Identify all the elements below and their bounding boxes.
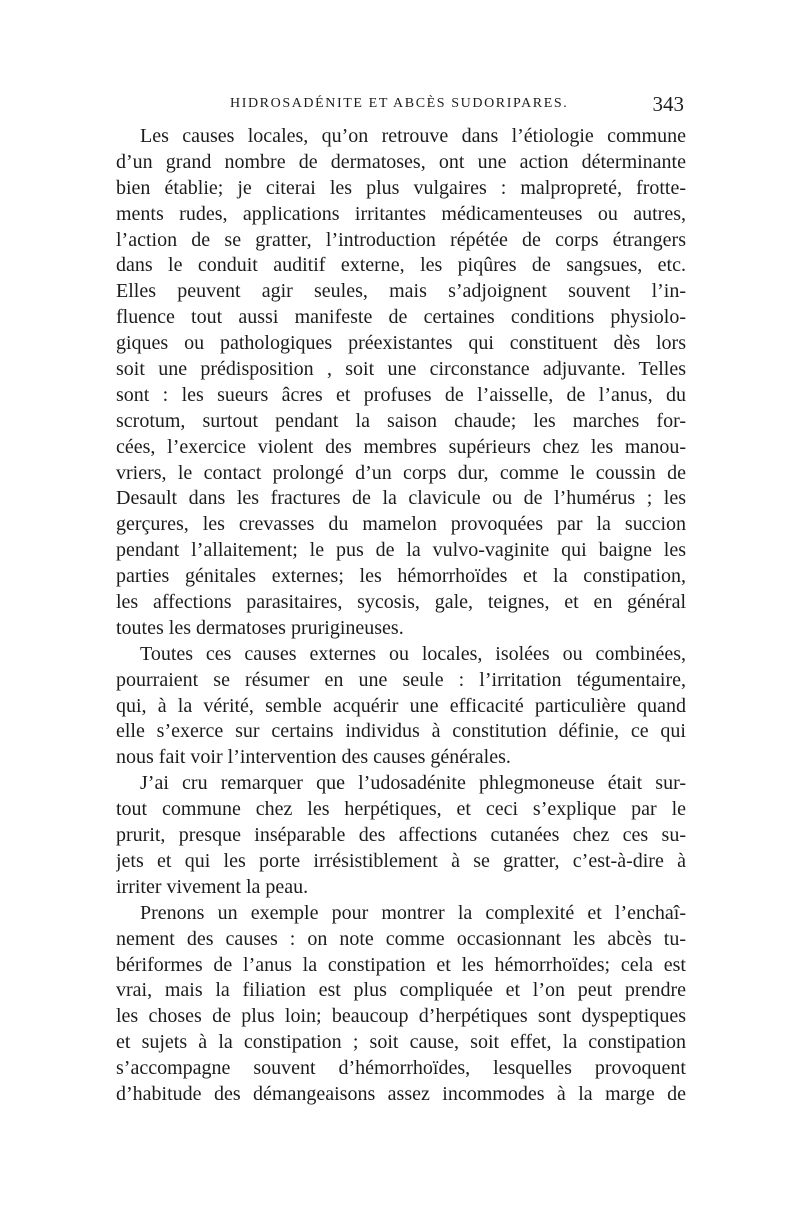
text-line: bien établie; je citerai les plus vulgaires : malpropreté, frotte- bbox=[116, 176, 686, 199]
paragraph-2 bbox=[116, 642, 686, 771]
text-line: irriter vivement la peau. bbox=[116, 875, 309, 898]
text-line: Les causes locales, qu’on retrouve dans l’étiologie commune bbox=[140, 125, 686, 147]
text-line: Prenons un exemple pour montrer la complexité et l’enchaî- bbox=[140, 901, 686, 924]
paragraph-3 bbox=[116, 771, 686, 900]
text-line: l’action de se gratter, l’introduction répétée de corps étrangers bbox=[116, 228, 686, 251]
text-line: parties génitales externes; les hémorrhoïdes et la constipation, bbox=[116, 565, 686, 588]
page-number: 343 bbox=[652, 92, 684, 116]
text-line: scrotum, surtout pendant la saison chaude; les marches for- bbox=[116, 409, 686, 432]
text-line: fluence tout aussi manifeste de certaines conditions physiolo- bbox=[116, 306, 686, 329]
paragraph-4 bbox=[116, 901, 686, 1108]
text-line: qui, à la vérité, semble acquérir une efficacité particulière quand bbox=[116, 694, 686, 717]
text-line: les affections parasitaires, sycosis, gale, teignes, et en général bbox=[116, 591, 686, 614]
text-line: toutes les dermatoses prurigineuses. bbox=[116, 616, 404, 639]
body-text bbox=[116, 124, 686, 1108]
text-line: tout commune chez les herpétiques, et ceci s’explique par le bbox=[116, 798, 686, 821]
text-line: elle s’exerce sur certains individus à constitution définie, ce qui bbox=[116, 720, 686, 743]
text-line: pourraient se résumer en une seule : l’irritation tégumentaire, bbox=[116, 668, 686, 691]
text-line: Toutes ces causes externes ou locales, isolées ou combinées, bbox=[140, 642, 686, 665]
text-line: Elles peuvent agir seules, mais s’adjoignent souvent l’in- bbox=[116, 280, 686, 303]
text-line: soit une prédisposition , soit une circonstance adjuvante. Telles bbox=[116, 358, 686, 381]
text-line: gerçures, les crevasses du mamelon provoquées par la succion bbox=[116, 513, 686, 536]
text-line: s’accompagne souvent d’hémorrhoïdes, lesquelles provoquent bbox=[116, 1057, 686, 1080]
text-line: jets et qui les porte irrésistiblement à se gratter, c’est-à-dire à bbox=[116, 849, 686, 872]
text-line: giques ou pathologiques préexistantes qui constituent dès lors bbox=[116, 332, 686, 355]
text-line: J’ai cru remarquer que l’udosadénite phlegmoneuse était sur- bbox=[140, 772, 686, 795]
text-line: nous fait voir l’intervention des causes générales. bbox=[116, 746, 511, 769]
text-line: sont : les sueurs âcres et profuses de l’aisselle, de l’anus, du bbox=[116, 383, 686, 406]
running-head bbox=[112, 92, 686, 122]
paragraph-1 bbox=[116, 124, 686, 642]
text-line: Desault dans les fractures de la clavicule ou de l’humérus ; les bbox=[116, 487, 686, 510]
text-line: cées, l’exercice violent des membres supérieurs chez les manou- bbox=[116, 435, 686, 458]
text-line: prurit, presque inséparable des affections cutanées chez ces su- bbox=[116, 824, 686, 847]
text-line: d’habitude des démangeaisons assez incommodes à la marge de bbox=[116, 1082, 686, 1105]
text-line: dans le conduit auditif externe, les piqûres de sangsues, etc. bbox=[116, 254, 686, 277]
text-line: pendant l’allaitement; le pus de la vulvo-vaginite qui baigne les bbox=[116, 539, 686, 562]
text-line: vrai, mais la filiation est plus compliquée et l’on peut prendre bbox=[116, 979, 686, 1002]
text-line: ments rudes, applications irritantes médicamenteuses ou autres, bbox=[116, 202, 686, 225]
text-line: bériformes de l’anus la constipation et les hémorrhoïdes; cela est bbox=[116, 953, 686, 976]
running-title: HIDROSADÉNITE ET ABCÈS SUDORIPARES. bbox=[230, 96, 569, 111]
text-line: et sujets à la constipation ; soit cause, soit effet, la constipation bbox=[116, 1031, 686, 1054]
text-line: les choses de plus loin; beaucoup d’herpétiques sont dyspeptiques bbox=[116, 1005, 686, 1028]
text-line: vriers, le contact prolongé d’un corps dur, comme le coussin de bbox=[116, 461, 686, 484]
text-line: d’un grand nombre de dermatoses, ont une action déterminante bbox=[116, 150, 686, 173]
text-line: nement des causes : on note comme occasionnant les abcès tu- bbox=[116, 927, 686, 950]
